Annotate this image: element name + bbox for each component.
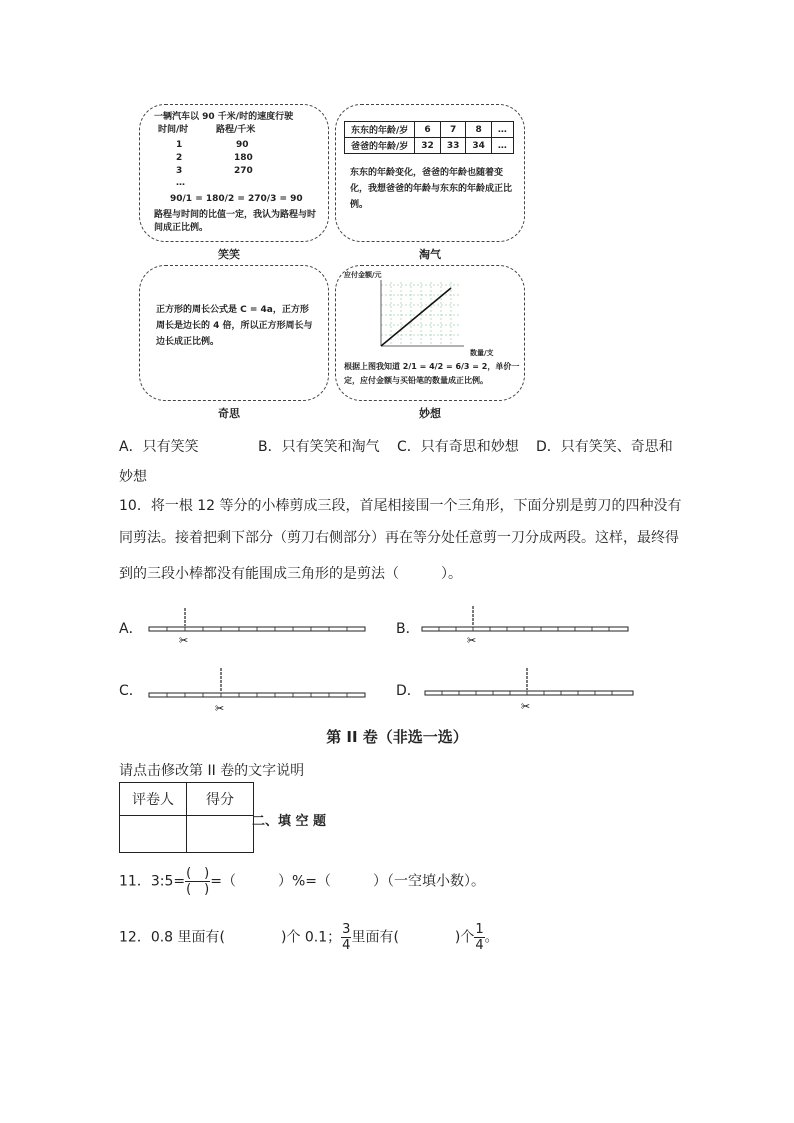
table-row — [345, 122, 514, 138]
bubble1-row4-t: … — [176, 178, 185, 188]
q10-label-d[interactable]: D． — [396, 683, 421, 699]
q12-f2-num: 1 — [475, 922, 484, 937]
bubble1-row3-d: 270 — [234, 166, 253, 176]
scissors-icon: ✂ — [521, 700, 531, 713]
bubble1-line1: 一辆汽车以 90 千米/时的速度行驶 — [154, 112, 294, 122]
q11-frac-num[interactable]: ( ) — [186, 866, 210, 881]
table-row — [120, 783, 254, 816]
score-header: 得分 — [187, 783, 254, 816]
q11-rest: =（ ）%=（ ）（一空填小数）。 — [210, 873, 485, 890]
bubble-xiaoxiao — [139, 104, 329, 242]
q10-label-c[interactable]: C． — [119, 683, 143, 699]
bubble1-row1-d: 90 — [236, 140, 249, 150]
bubble4-text: 根据上图我知道 2/1 = 4/2 = 6/3 = 2，单价一定，应付金额与买铅笔的数量成正比例。 — [344, 362, 520, 385]
cut-diagram-c — [148, 666, 368, 716]
q9-option-d-cont: 妙想 — [119, 469, 147, 485]
proportion-line — [381, 288, 451, 346]
bubble2-caption: 淘气 — [419, 248, 441, 261]
q9-option-a[interactable]: A．只有笑笑 — [119, 439, 199, 455]
table-cell: 8 — [466, 122, 492, 138]
table-row — [345, 138, 514, 154]
bubble-miaoxiang — [335, 265, 525, 401]
price-graph — [376, 280, 466, 354]
table-row — [120, 816, 254, 853]
table-cell: 爸爸的年龄/岁 — [345, 138, 415, 154]
q12-f1-den: 4 — [342, 938, 351, 953]
q10-line1: 10．将一根 12 等分的小棒剪成三段，首尾相接围一个三角形，下面分别是剪刀的四种没有 — [119, 498, 682, 514]
score-table — [119, 782, 254, 853]
table-cell: 6 — [415, 122, 441, 138]
bubble1-conclusion: 路程与时间的比值一定，我认为路程与时间成正比例。 — [154, 210, 317, 233]
score-cell[interactable] — [187, 816, 254, 853]
bubble1-col1: 时间/时 — [158, 125, 189, 135]
bubble3-caption: 奇思 — [218, 407, 240, 420]
bubble4-ylabel: 应付金额/元 — [344, 271, 382, 279]
scissors-icon: ✂ — [467, 634, 477, 646]
bubble3-text: 正方形的周长公式是 C = 4a，正方形周长是边长的 4 倍，所以正方形周长与边长成正比例。 — [156, 305, 313, 347]
q9-option-c[interactable]: C．只有奇思和妙想 — [397, 439, 519, 455]
bubble1-caption: 笑笑 — [218, 248, 240, 261]
bubble1-row3-t: 3 — [176, 166, 183, 176]
q10-label-a[interactable]: A． — [119, 621, 143, 637]
scissors-icon: ✂ — [215, 702, 225, 715]
q10-line3: 到的三段小棒都没有能围成三角形的是剪法（ ）。 — [119, 566, 462, 582]
table-cell: 34 — [466, 138, 492, 154]
table-cell: 32 — [415, 138, 441, 154]
q9-option-d[interactable]: D．只有笑笑、奇思和 — [536, 439, 673, 455]
q12-fraction-1 — [341, 922, 351, 953]
table-cell: 东东的年龄/岁 — [345, 122, 415, 138]
cut-diagram-a — [148, 606, 368, 646]
q12 — [119, 922, 499, 953]
q12-fraction-2 — [474, 922, 484, 953]
table-cell: … — [491, 122, 513, 138]
q9-option-b[interactable]: B．只有笑笑和淘气 — [258, 439, 380, 455]
bubble-taoqi — [335, 104, 525, 242]
bubble1-col2: 路程/千米 — [216, 125, 256, 135]
section-heading: 二、填 空 题 — [252, 814, 327, 829]
scissors-icon: ✂ — [179, 634, 189, 646]
bubble2-text: 东东的年龄变化，爸爸的年龄也随着变化，我想爸爸的年龄与东东的年龄成正比例。 — [350, 168, 513, 210]
age-table — [344, 121, 514, 154]
table-cell: … — [491, 138, 513, 154]
q12-f2-den: 4 — [475, 938, 484, 953]
cut-diagram-d — [424, 666, 636, 716]
grader-header: 评卷人 — [120, 783, 187, 816]
q11-prefix: 11．3:5= — [119, 873, 186, 890]
table-cell: 33 — [440, 138, 466, 154]
q10-label-b[interactable]: B． — [396, 621, 420, 637]
q12-part2: 里面有( )个 — [351, 929, 475, 946]
q12-f1-num: 3 — [342, 922, 351, 937]
q11 — [119, 866, 485, 897]
bubble-qisi — [139, 265, 329, 401]
bubble4-xlabel: 数量/支 — [470, 349, 494, 357]
bubble1-row1-t: 1 — [176, 140, 183, 150]
bubble1-row2-t: 2 — [176, 153, 183, 163]
q11-frac-den[interactable]: ( ) — [186, 882, 210, 897]
cut-diagram-b — [421, 604, 631, 646]
q10-line2: 同剪法。接着把剩下部分（剪刀右侧部分）再在等分处任意剪一刀分成两段。这样，最终得 — [119, 530, 679, 546]
bubble1-formula: 90/1 = 180/2 = 270/3 = 90 — [170, 194, 303, 204]
bubble4-caption: 妙想 — [419, 407, 441, 420]
q12-end: 。 — [484, 929, 499, 946]
table-cell: 7 — [440, 122, 466, 138]
grader-cell[interactable] — [120, 816, 187, 853]
q11-fraction — [185, 866, 210, 897]
section-title: 第 II 卷（非选一选） — [326, 728, 468, 746]
q12-part1: 12．0.8 里面有( )个 0.1； — [119, 929, 342, 946]
section-note[interactable]: 请点击修改第 II 卷的文字说明 — [119, 763, 305, 779]
bubble1-row2-d: 180 — [234, 153, 253, 163]
